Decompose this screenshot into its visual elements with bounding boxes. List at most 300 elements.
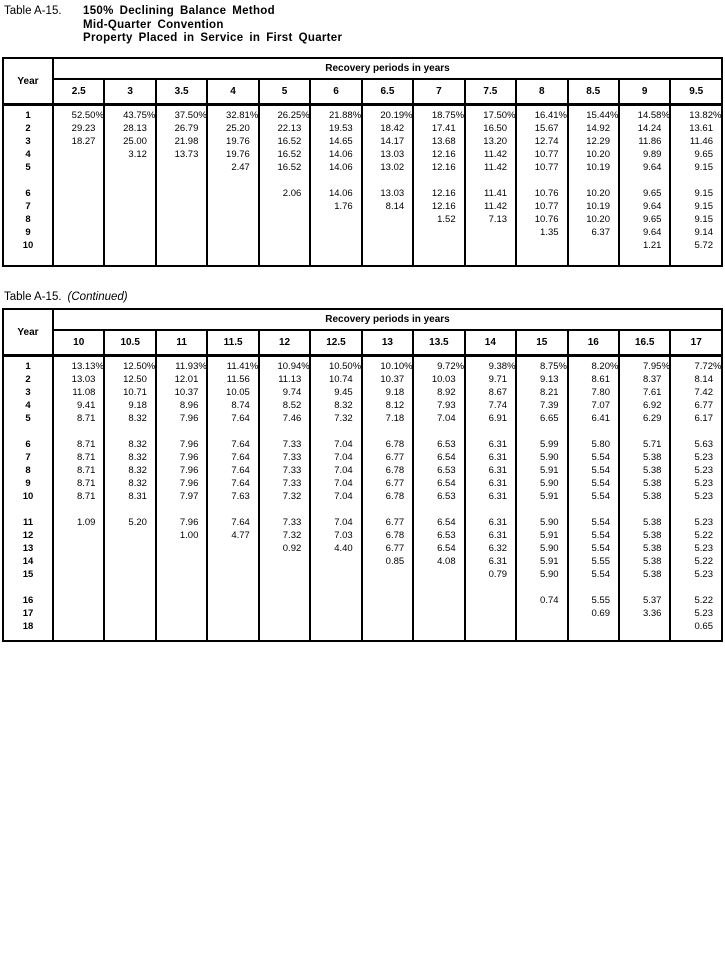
percentage-value: 0.69 bbox=[591, 607, 610, 619]
percentage-value: 8.74 bbox=[231, 399, 250, 411]
spacer-cell bbox=[310, 633, 361, 641]
value-cell bbox=[104, 148, 155, 161]
value-cell bbox=[619, 516, 670, 529]
value-cell bbox=[465, 607, 516, 620]
spacer-cell bbox=[53, 633, 104, 641]
value-cell bbox=[310, 451, 361, 464]
value-cell bbox=[619, 464, 670, 477]
percentage-value: 7.80 bbox=[591, 386, 610, 398]
value-cell bbox=[207, 373, 258, 386]
percentage-value: 5.38 bbox=[642, 464, 662, 476]
table-title-line-3: Property Placed in Service in First Quarter bbox=[83, 32, 343, 44]
value-cell bbox=[465, 555, 516, 568]
value-cell bbox=[104, 568, 155, 581]
percentage-value: 7.03 bbox=[334, 529, 353, 541]
value-cell bbox=[568, 490, 619, 503]
value-cell bbox=[156, 213, 207, 226]
value-cell bbox=[310, 148, 361, 161]
percent-sign: % bbox=[352, 360, 362, 372]
percentage-value: 12.50 bbox=[123, 373, 147, 385]
percentage-value: 6.78 bbox=[385, 490, 405, 502]
percentage-value: 11.93 bbox=[175, 360, 199, 372]
value-cell bbox=[259, 360, 310, 373]
spacer-cell bbox=[53, 174, 104, 187]
spacer-row bbox=[3, 503, 722, 516]
recovery-period-column-header: 13 bbox=[362, 330, 413, 356]
percentage-value: 7.96 bbox=[179, 412, 199, 424]
value-cell bbox=[104, 360, 155, 373]
percent-sign: % bbox=[661, 360, 670, 372]
value-cell bbox=[104, 620, 155, 633]
spacer-cell bbox=[207, 425, 258, 438]
spacer-cell bbox=[3, 425, 53, 438]
percentage-value: 9.65 bbox=[642, 213, 662, 225]
value-cell bbox=[259, 464, 310, 477]
percentage-value: 7.74 bbox=[488, 399, 508, 411]
value-cell bbox=[670, 555, 722, 568]
value-cell bbox=[413, 607, 464, 620]
value-cell bbox=[156, 373, 207, 386]
percentage-value: 7.04 bbox=[334, 464, 353, 476]
percentage-value: 6.32 bbox=[488, 542, 508, 554]
percentage-value: 8.32 bbox=[128, 438, 147, 450]
year-cell: 8 bbox=[25, 213, 31, 225]
spacer-cell bbox=[568, 252, 619, 266]
spacer-cell bbox=[568, 633, 619, 641]
value-cell bbox=[670, 490, 722, 503]
percentage-value: 6.53 bbox=[437, 438, 456, 450]
value-cell bbox=[207, 542, 258, 555]
value-cell bbox=[207, 386, 258, 399]
value-cell bbox=[465, 477, 516, 490]
spacer-cell bbox=[413, 633, 464, 641]
year-cell: 4 bbox=[25, 399, 31, 411]
spacer-row bbox=[3, 174, 722, 187]
value-cell bbox=[310, 542, 361, 555]
value-cell bbox=[413, 451, 464, 464]
spacer-cell bbox=[362, 581, 413, 594]
percentage-value: 1.76 bbox=[334, 200, 353, 212]
percentage-value: 5.55 bbox=[591, 594, 610, 606]
value-cell bbox=[516, 542, 567, 555]
percentage-value: 17.50 bbox=[483, 109, 508, 121]
value-cell bbox=[207, 360, 258, 373]
value-cell bbox=[362, 464, 413, 477]
value-cell bbox=[568, 516, 619, 529]
spacer-cell bbox=[516, 174, 567, 187]
percentage-value: 5.23 bbox=[694, 568, 713, 580]
percentage-value: 7.95 bbox=[642, 360, 662, 372]
value-cell bbox=[568, 451, 619, 464]
percentage-value: 1.21 bbox=[642, 239, 662, 251]
percentage-value: 10.20 bbox=[586, 148, 610, 160]
percentage-value: 9.89 bbox=[642, 148, 662, 160]
percentage-value: 10.19 bbox=[586, 200, 610, 212]
recovery-period-column-header: 6 bbox=[310, 79, 361, 105]
percentage-value: 8.71 bbox=[76, 490, 96, 502]
value-cell bbox=[207, 477, 258, 490]
year-cell: 3 bbox=[25, 386, 31, 398]
value-cell bbox=[259, 213, 310, 226]
table-header bbox=[3, 58, 722, 105]
table-body bbox=[3, 105, 722, 266]
spacer-cell bbox=[619, 425, 670, 438]
value-cell bbox=[310, 490, 361, 503]
percentage-value: 9.15 bbox=[694, 213, 713, 225]
year-cell: 8 bbox=[25, 464, 31, 476]
value-cell bbox=[259, 399, 310, 412]
value-cell bbox=[413, 213, 464, 226]
value-cell bbox=[619, 386, 670, 399]
value-cell bbox=[516, 386, 567, 399]
percentage-value: 16.41 bbox=[534, 109, 559, 121]
recovery-period-column-header: 5 bbox=[259, 79, 310, 105]
spacer-cell bbox=[516, 633, 567, 641]
value-cell bbox=[516, 213, 567, 226]
recovery-period-column-header: 15 bbox=[516, 330, 567, 356]
percentage-value: 8.32 bbox=[128, 412, 147, 424]
percentage-value: 13.73 bbox=[174, 148, 199, 160]
year-cell: 7 bbox=[25, 200, 31, 212]
spacer-cell bbox=[413, 581, 464, 594]
value-cell bbox=[156, 161, 207, 174]
spacer-cell bbox=[670, 581, 722, 594]
value-cell bbox=[619, 187, 670, 200]
table-row bbox=[3, 135, 722, 148]
value-cell bbox=[207, 555, 258, 568]
value-cell bbox=[568, 226, 619, 239]
value-cell bbox=[310, 555, 361, 568]
recovery-period-column-header: 17 bbox=[670, 330, 722, 356]
value-cell bbox=[568, 373, 619, 386]
percentage-value: 5.63 bbox=[694, 438, 713, 450]
recovery-period-column-header: 3.5 bbox=[156, 79, 207, 105]
percentage-value: 6.53 bbox=[437, 490, 456, 502]
percentage-value: 13.03 bbox=[380, 148, 405, 160]
value-cell bbox=[156, 542, 207, 555]
value-cell bbox=[619, 200, 670, 213]
value-cell bbox=[362, 594, 413, 607]
spacer-cell bbox=[413, 425, 464, 438]
value-cell bbox=[259, 568, 310, 581]
percentage-value: 10.94 bbox=[277, 360, 302, 372]
spacer-cell bbox=[3, 633, 53, 641]
percentage-value: 7.33 bbox=[282, 516, 302, 528]
percentage-value: 10.10 bbox=[380, 360, 405, 372]
percent-sign: % bbox=[507, 360, 516, 372]
value-cell bbox=[619, 620, 670, 633]
table-row bbox=[3, 122, 722, 135]
value-cell bbox=[259, 239, 310, 252]
percentage-value: 13.20 bbox=[483, 135, 508, 147]
year-cell: 5 bbox=[25, 161, 31, 173]
value-cell bbox=[362, 620, 413, 633]
percentage-value: 18.27 bbox=[71, 135, 96, 147]
value-cell bbox=[568, 122, 619, 135]
value-cell bbox=[619, 542, 670, 555]
value-cell bbox=[362, 213, 413, 226]
value-cell bbox=[619, 148, 670, 161]
spacer-cell bbox=[465, 503, 516, 516]
spacer-cell bbox=[619, 174, 670, 187]
percentage-value: 8.71 bbox=[76, 477, 96, 489]
percentage-value: 14.06 bbox=[328, 187, 353, 199]
percentage-value: 14.65 bbox=[328, 135, 353, 147]
percentage-value: 8.52 bbox=[282, 399, 302, 411]
value-cell bbox=[516, 412, 567, 425]
value-cell bbox=[413, 620, 464, 633]
recovery-period-column-header: 8.5 bbox=[568, 79, 619, 105]
table-row bbox=[3, 438, 722, 451]
percentage-value: 7.04 bbox=[334, 516, 353, 528]
percentage-value: 6.77 bbox=[385, 542, 405, 554]
value-cell bbox=[310, 109, 361, 122]
percentage-value: 6.78 bbox=[385, 464, 405, 476]
percentage-value: 13.03 bbox=[380, 187, 405, 199]
percentage-value: 8.20 bbox=[591, 360, 610, 372]
percentage-value: 11.42 bbox=[484, 200, 508, 212]
percentage-value: 12.16 bbox=[431, 200, 456, 212]
value-cell bbox=[362, 135, 413, 148]
percentage-value: 7.96 bbox=[179, 477, 199, 489]
percentage-value: 14.24 bbox=[637, 122, 662, 134]
year-cell: 5 bbox=[25, 412, 31, 424]
percent-sign: % bbox=[455, 109, 465, 121]
value-cell bbox=[259, 620, 310, 633]
value-cell bbox=[104, 529, 155, 542]
value-cell bbox=[516, 555, 567, 568]
percentage-value: 3.12 bbox=[128, 148, 147, 160]
percentage-value: 6.53 bbox=[437, 529, 456, 541]
percentage-value: 8.32 bbox=[334, 399, 353, 411]
value-cell bbox=[362, 451, 413, 464]
percentage-value: 6.31 bbox=[488, 516, 508, 528]
percentage-value: 9.15 bbox=[694, 161, 713, 173]
percentage-value: 14.58 bbox=[637, 109, 662, 121]
percentage-value: 9.74 bbox=[282, 386, 302, 398]
value-cell bbox=[53, 239, 104, 252]
value-cell bbox=[53, 148, 104, 161]
value-cell bbox=[207, 620, 258, 633]
value-cell bbox=[156, 226, 207, 239]
percentage-value: 10.37 bbox=[380, 373, 405, 385]
value-cell bbox=[310, 594, 361, 607]
value-cell bbox=[156, 594, 207, 607]
spacer-cell bbox=[310, 425, 361, 438]
value-cell bbox=[362, 360, 413, 373]
value-cell bbox=[53, 451, 104, 464]
percentage-value: 9.65 bbox=[694, 148, 713, 160]
value-cell bbox=[207, 451, 258, 464]
value-cell bbox=[465, 464, 516, 477]
value-cell bbox=[310, 620, 361, 633]
recovery-period-column-header: 4 bbox=[207, 79, 258, 105]
percentage-value: 9.14 bbox=[694, 226, 713, 238]
percentage-value: 13.03 bbox=[71, 373, 96, 385]
table-row bbox=[3, 412, 722, 425]
percentage-value: 7.64 bbox=[231, 516, 250, 528]
value-cell bbox=[619, 122, 670, 135]
percent-sign: % bbox=[198, 360, 207, 372]
spacer-cell bbox=[156, 581, 207, 594]
header-row bbox=[3, 330, 722, 356]
spacer-row bbox=[3, 581, 722, 594]
spacer-cell bbox=[156, 503, 207, 516]
percentage-value: 5.54 bbox=[591, 451, 610, 463]
value-cell bbox=[362, 607, 413, 620]
percentage-value: 29.23 bbox=[71, 122, 96, 134]
value-cell bbox=[413, 542, 464, 555]
recovery-period-column-header: 2.5 bbox=[53, 79, 104, 105]
percentage-value: 10.71 bbox=[123, 386, 147, 398]
table-a15-caption bbox=[4, 5, 342, 46]
header-row bbox=[3, 309, 722, 330]
value-cell bbox=[104, 135, 155, 148]
percentage-value: 25.00 bbox=[123, 135, 147, 147]
value-cell bbox=[465, 226, 516, 239]
value-cell bbox=[104, 555, 155, 568]
spacer-cell bbox=[516, 425, 567, 438]
table-row bbox=[3, 607, 722, 620]
year-cell: 1 bbox=[25, 360, 31, 372]
value-cell bbox=[259, 109, 310, 122]
percentage-value: 8.75 bbox=[540, 360, 559, 372]
value-cell bbox=[465, 135, 516, 148]
percentage-value: 18.42 bbox=[380, 122, 405, 134]
value-cell bbox=[156, 529, 207, 542]
percentage-value: 0.74 bbox=[540, 594, 559, 606]
percentage-value: 43.75 bbox=[123, 109, 147, 121]
value-cell bbox=[259, 477, 310, 490]
value-cell bbox=[310, 399, 361, 412]
spacer-cell bbox=[670, 174, 722, 187]
percent-sign: % bbox=[249, 109, 259, 121]
percentage-value: 6.31 bbox=[488, 490, 508, 502]
value-cell bbox=[53, 620, 104, 633]
value-cell bbox=[156, 620, 207, 633]
percentage-value: 8.32 bbox=[128, 464, 147, 476]
percentage-value: 12.01 bbox=[174, 373, 199, 385]
percentage-value: 13.68 bbox=[431, 135, 456, 147]
value-cell bbox=[362, 109, 413, 122]
value-cell bbox=[670, 200, 722, 213]
recovery-period-column-header: 10 bbox=[53, 330, 104, 356]
percentage-value: 7.64 bbox=[231, 412, 250, 424]
value-cell bbox=[310, 373, 361, 386]
value-cell bbox=[310, 135, 361, 148]
percentage-value: 7.64 bbox=[231, 464, 250, 476]
value-cell bbox=[516, 200, 567, 213]
percentage-value: 5.37 bbox=[642, 594, 662, 606]
value-cell bbox=[259, 373, 310, 386]
value-cell bbox=[413, 187, 464, 200]
percentage-value: 6.78 bbox=[385, 438, 405, 450]
value-cell bbox=[619, 555, 670, 568]
percentage-value: 7.04 bbox=[334, 490, 353, 502]
percent-sign: % bbox=[713, 109, 722, 121]
percentage-value: 14.92 bbox=[586, 122, 610, 134]
year-column-header: Year bbox=[3, 58, 53, 105]
value-cell bbox=[207, 490, 258, 503]
value-cell bbox=[619, 373, 670, 386]
value-cell bbox=[207, 412, 258, 425]
percentage-value: 11.08 bbox=[72, 386, 96, 398]
spacer-cell bbox=[259, 581, 310, 594]
spacer-cell bbox=[104, 581, 155, 594]
percentage-value: 9.72 bbox=[437, 360, 456, 372]
value-cell bbox=[156, 438, 207, 451]
percentage-value: 15.44 bbox=[586, 109, 610, 121]
year-cell: 13 bbox=[22, 542, 34, 554]
spacer-cell bbox=[310, 174, 361, 187]
value-cell bbox=[516, 490, 567, 503]
year-cell: 6 bbox=[25, 187, 31, 199]
percentage-value: 7.61 bbox=[642, 386, 662, 398]
value-cell bbox=[413, 148, 464, 161]
value-cell bbox=[465, 451, 516, 464]
table-row bbox=[3, 477, 722, 490]
percent-sign: % bbox=[146, 360, 156, 372]
percentage-value: 10.76 bbox=[534, 213, 559, 225]
value-cell bbox=[670, 594, 722, 607]
percentage-value: 25.20 bbox=[226, 122, 250, 134]
percentage-value: 8.67 bbox=[488, 386, 508, 398]
table-row bbox=[3, 386, 722, 399]
percent-sign: % bbox=[301, 109, 310, 121]
value-cell bbox=[259, 148, 310, 161]
percentage-value: 14.06 bbox=[328, 148, 353, 160]
percentage-value: 6.54 bbox=[437, 477, 456, 489]
value-cell bbox=[516, 161, 567, 174]
value-cell bbox=[207, 122, 258, 135]
percentage-value: 8.12 bbox=[385, 399, 405, 411]
spacer-cell bbox=[670, 503, 722, 516]
value-cell bbox=[619, 360, 670, 373]
value-cell bbox=[207, 516, 258, 529]
value-cell bbox=[156, 568, 207, 581]
percentage-value: 6.54 bbox=[437, 542, 456, 554]
percentage-value: 8.71 bbox=[76, 412, 96, 424]
spacer-cell bbox=[465, 581, 516, 594]
value-cell bbox=[670, 226, 722, 239]
percentage-value: 9.64 bbox=[642, 161, 662, 173]
spacer-cell bbox=[310, 503, 361, 516]
value-cell bbox=[413, 490, 464, 503]
percentage-value: 0.65 bbox=[694, 620, 713, 632]
spacer-cell bbox=[156, 633, 207, 641]
percentage-value: 5.80 bbox=[591, 438, 610, 450]
percentage-value: 6.37 bbox=[591, 226, 610, 238]
percentage-value: 5.20 bbox=[128, 516, 147, 528]
value-cell bbox=[619, 529, 670, 542]
value-cell bbox=[362, 542, 413, 555]
value-cell bbox=[516, 239, 567, 252]
percentage-value: 0.79 bbox=[488, 568, 508, 580]
spacer-cell bbox=[516, 252, 567, 266]
spacer-cell bbox=[619, 252, 670, 266]
value-cell bbox=[310, 239, 361, 252]
table-row bbox=[3, 490, 722, 503]
value-cell bbox=[310, 187, 361, 200]
percentage-value: 52.50 bbox=[71, 109, 96, 121]
value-cell bbox=[516, 594, 567, 607]
recovery-period-column-header: 7.5 bbox=[465, 79, 516, 105]
percentage-value: 5.91 bbox=[540, 529, 559, 541]
spacer-cell bbox=[207, 581, 258, 594]
percentage-value: 12.16 bbox=[431, 148, 456, 160]
value-cell bbox=[207, 187, 258, 200]
value-cell bbox=[156, 412, 207, 425]
